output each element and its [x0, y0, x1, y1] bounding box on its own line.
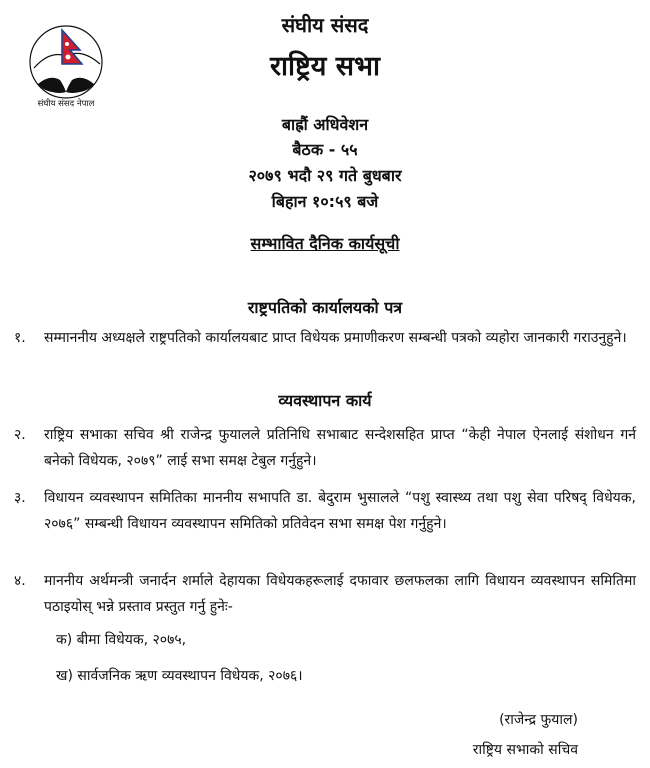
agenda-item-text: विधायन व्यवस्थापन समितिका माननीय सभापति डा. बेदुराम भुसालले “पशु स्वास्थ्य तथा पशु सेवा परिषद् विधेयक, २०७६” सम्बन्धी विधायन व्यवस्थापन समितिको प्रतिवेदन सभा समक्ष पेश गर्नुहुने।	[44, 490, 636, 532]
parliament-name: संघीय संसद	[281, 13, 369, 37]
emblem-caption: संघीय संसद नेपाल	[37, 99, 95, 109]
agenda-item-text: सम्माननीय अध्यक्षले राष्ट्रपतिको कार्यालयबाट प्राप्त विधेयक प्रमाणीकरण सम्बन्धी पत्रको व्यहोरा जानकारी गराउनुहुने।	[44, 330, 627, 346]
section-heading-president-office: राष्ट्रपतिको कार्यालयको पत्र	[247, 298, 403, 317]
agenda-item-number: ३.	[14, 490, 26, 506]
meeting-label: बैठक - ५५	[292, 140, 358, 159]
agenda-item-number: १.	[14, 330, 26, 346]
signatory-name: (राजेन्द्र फुयाल)	[499, 712, 578, 728]
agenda-item-number: ४.	[14, 573, 26, 589]
agenda-item	[14, 485, 636, 537]
meeting-time: बिहान १०:५९ बजे	[271, 192, 379, 211]
agenda-item-text: राष्ट्रिय सभाका सचिव श्री राजेन्द्र फुयालले प्रतिनिधि सभाबाट सन्देशसहित प्राप्त “केही नेपाल ऐनलाई संशोधन गर्न बनेको विधेयक, २०७९” लाई सभा समक्ष टेबुल गर्नुहुने।	[44, 427, 636, 469]
agenda-item-text: माननीय अर्थमन्त्री जनार्दन शर्माले देहायका विधेयकहरूलाई दफावार छलफलका लागि विधायन व्यवस्थापन समितिमा पठाइयोस् भन्ने प्रस्ताव प्रस्तुत गर्नु हुनेः-	[44, 573, 636, 615]
meeting-date: २०७९ भदौ २९ गते बुधबार	[248, 166, 402, 185]
bill-list-item: क) बीमा विधेयक, २०७५,	[56, 632, 187, 648]
agenda-item	[14, 325, 636, 351]
agenda-title: सम्भावित दैनिक कार्यसूची	[250, 234, 400, 253]
agenda-item	[14, 568, 636, 620]
signatory-title: राष्ट्रिय सभाको सचिव	[472, 742, 578, 758]
agenda-item-number: २.	[14, 427, 26, 443]
assembly-name: राष्ट्रिय सभा	[269, 51, 381, 82]
bill-list-item: ख) सार्वजनिक ऋण व्यवस्थापन विधेयक, २०७६।	[56, 668, 303, 684]
section-heading-legislative-business: व्यवस्थापन कार्य	[278, 391, 372, 410]
agenda-item	[14, 422, 636, 474]
session-label: बाह्रौं अधिवेशन	[281, 115, 369, 134]
